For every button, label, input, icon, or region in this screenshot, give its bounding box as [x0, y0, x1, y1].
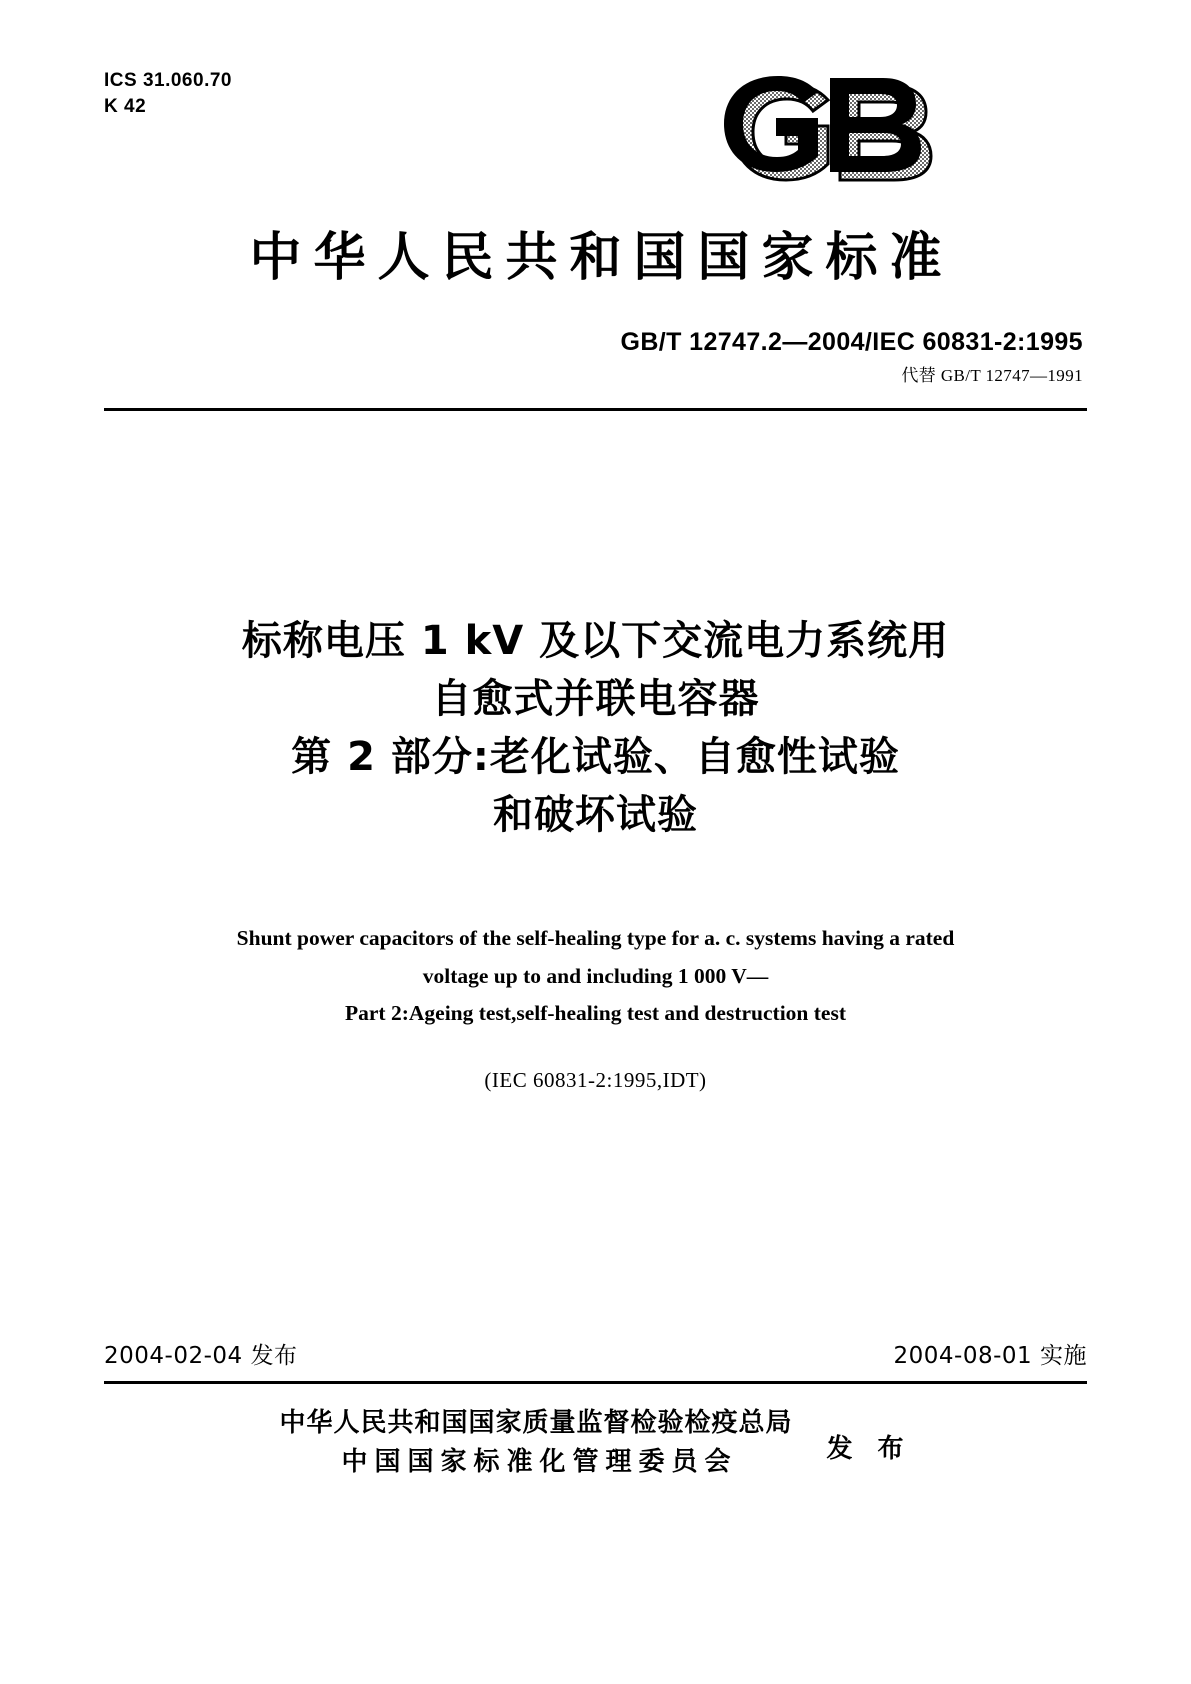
issuer-line-2: 中国国家标准化管理委员会	[341, 1447, 738, 1477]
issuer-name-block	[279, 1404, 792, 1482]
effective-date: 2004-08-01 实施	[893, 1343, 1087, 1369]
document-title-en	[104, 920, 1087, 1033]
ics-classification-block	[104, 68, 232, 119]
issue-action-label: 发 布	[826, 1433, 912, 1464]
issue-date: 2004-02-04 发布	[104, 1343, 298, 1369]
title-cn-line-1: 标称电压 1 kV 及以下交流电力系统用	[241, 618, 950, 664]
title-cn-line-2: 自愈式并联电容器	[431, 676, 760, 722]
standard-replaces-note: 代替 GB/T 12747—1991	[901, 366, 1083, 385]
title-cn-line-3: 第 2 部分:老化试验、自愈性试验	[291, 734, 900, 780]
classification-code: K 42	[104, 95, 147, 117]
iec-reference: (IEC 60831-2:1995,IDT)	[484, 1068, 707, 1092]
header-divider	[104, 408, 1087, 411]
title-en-line-3: Part 2:Ageing test,self-healing test and destruction test	[345, 1001, 846, 1026]
national-standard-heading: 中华人民共和国国家标准	[249, 228, 954, 288]
title-en-line-1: Shunt power capacitors of the self-healing type for a. c. systems having a rated	[236, 926, 955, 950]
footer-divider	[104, 1381, 1087, 1384]
ics-number: ICS 31.060.70	[104, 70, 232, 91]
title-en-line-2: voltage up to and including 1 000 V—	[422, 963, 769, 988]
title-cn-line-4: 和破坏试验	[493, 792, 698, 838]
gb-emblem-icon	[718, 72, 968, 192]
standard-number: GB/T 12747.2—2004/IEC 60831-2:1995	[620, 328, 1083, 356]
issuer-line-1: 中华人民共和国国家质量监督检验检疫总局	[279, 1408, 793, 1438]
issuing-authorities	[0, 1404, 1191, 1482]
document-title-cn	[104, 612, 1087, 844]
